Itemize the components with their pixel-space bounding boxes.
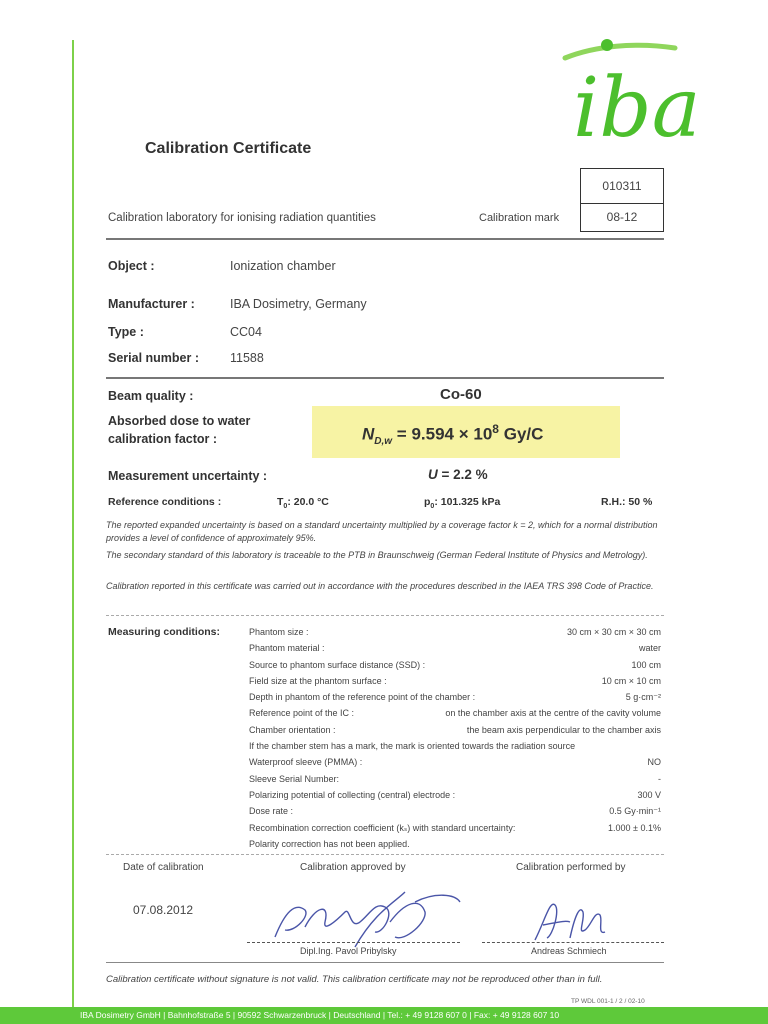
- measuring-row: [249, 725, 661, 741]
- manufacturer-label: Manufacturer :: [108, 297, 195, 311]
- logo-text: iba: [573, 61, 701, 148]
- ndw-exponent: 8: [492, 422, 499, 436]
- measuring-row: [249, 790, 661, 806]
- approved-label: Calibration approved by: [300, 862, 406, 873]
- measuring-key: Depth in phantom of the reference point of the chamber :: [249, 692, 476, 703]
- date-label: Date of calibration: [123, 862, 204, 873]
- measuring-value: the beam axis perpendicular to the chamber axis: [466, 724, 661, 735]
- measuring-row: [249, 692, 661, 708]
- measuring-key: Field size at the phantom surface :: [249, 675, 387, 686]
- pressure-value: : 101.325 kPa: [434, 496, 501, 508]
- measuring-row: [249, 757, 661, 773]
- beam-quality-label: Beam quality :: [108, 389, 194, 403]
- divider: [106, 238, 664, 240]
- measuring-value: 0.5 Gy·min⁻¹: [609, 806, 661, 817]
- uncertainty-number: = 2.2 %: [441, 467, 488, 482]
- measuring-key: Source to phantom surface distance (SSD) :: [249, 659, 426, 670]
- reference-rh: R.H.: 50 %: [601, 496, 653, 508]
- serial-value: 11588: [230, 351, 264, 365]
- calibration-factor-label-2: calibration factor :: [108, 432, 218, 446]
- measuring-key: Chamber orientation :: [249, 724, 336, 735]
- temp-sub: 0: [283, 503, 288, 511]
- object-label: Object :: [108, 259, 155, 273]
- serial-label: Serial number :: [108, 351, 199, 365]
- temp-value: : 20.0 °C: [287, 496, 329, 508]
- measuring-conditions-list: [249, 627, 661, 855]
- measuring-row: [249, 627, 661, 643]
- measuring-row: [249, 823, 661, 839]
- type-label: Type :: [108, 325, 144, 339]
- reference-pressure: [424, 496, 500, 510]
- beam-quality-value: Co-60: [440, 386, 482, 403]
- measuring-key: Polarizing potential of collecting (central) electrode :: [249, 789, 456, 800]
- measuring-row: [249, 643, 661, 659]
- pressure-sub: 0: [430, 503, 435, 511]
- measuring-key: Reference point of the IC :: [249, 708, 355, 719]
- measuring-row: [249, 839, 661, 855]
- document-reference: TP WDL 001-1 / 2 / 02-10: [571, 998, 645, 1005]
- reference-label: Reference conditions :: [108, 496, 222, 508]
- measuring-value: 5 g·cm⁻²: [625, 692, 661, 703]
- ndw-mantissa: 9.594 × 10: [411, 424, 493, 444]
- calibration-factor-value: [362, 422, 543, 447]
- ndw-symbol: N: [362, 424, 375, 444]
- pressure-symbol: p: [424, 496, 431, 508]
- measuring-key: If the chamber stem has a mark, the mark is oriented towards the radiation source: [249, 741, 576, 752]
- note-uncertainty: The reported expanded uncertainty is based on a standard uncertainty multiplied by a coverage factor k = 2, which for a normal distribution provides a level of confidence of approximately 95%.: [106, 520, 658, 543]
- divider: [106, 615, 664, 616]
- measuring-key: Waterproof sleeve (PMMA) :: [249, 757, 363, 768]
- ndw-equals: =: [396, 424, 407, 444]
- measuring-key: Polarity correction has not been applied.: [249, 838, 410, 849]
- measuring-row: [249, 741, 661, 757]
- uncertainty-symbol: U: [428, 467, 438, 482]
- left-accent-line: [72, 40, 74, 1015]
- note-traceability: The secondary standard of this laboratory is traceable to the PTB in Braunschweig (German Federal Institute of Physics and Metrology).: [106, 550, 648, 560]
- measuring-row: [249, 708, 661, 724]
- measuring-label: Measuring conditions:: [108, 626, 221, 638]
- performed-signature: [525, 890, 615, 950]
- type-value: CC04: [230, 325, 262, 339]
- measuring-key: Recombination correction coefficient (kₛ) with standard uncertainty:: [249, 822, 516, 833]
- measuring-value: 10 cm × 10 cm: [601, 675, 661, 686]
- performed-label: Calibration performed by: [516, 862, 626, 873]
- measuring-row: [249, 806, 661, 822]
- disclaimer: Calibration certificate without signature is not valid. This calibration certificate may not be reproduced other than in full.: [106, 974, 603, 985]
- measuring-value: NO: [647, 757, 661, 768]
- measuring-key: Phantom size :: [249, 627, 309, 637]
- calibration-mark-label: Calibration mark: [479, 212, 560, 224]
- uncertainty-label: Measurement uncertainty :: [108, 469, 268, 483]
- measuring-row: [249, 676, 661, 692]
- calibration-mark-date: 08-12: [580, 203, 664, 232]
- iba-logo: [555, 38, 725, 148]
- measuring-row: [249, 774, 661, 790]
- divider: [106, 962, 664, 963]
- measuring-row: [249, 660, 661, 676]
- performed-name: Andreas Schmiech: [531, 946, 607, 956]
- measuring-value: on the chamber axis at the centre of the cavity volume: [445, 708, 661, 719]
- object-value: Ionization chamber: [230, 259, 336, 273]
- note-procedure: Calibration reported in this certificate was carried out in accordance with the procedures described in the IAEA TRS 398 Code of Practice.: [106, 581, 654, 591]
- measuring-value: 1.000 ± 0.1%: [608, 822, 661, 833]
- laboratory-text: Calibration laboratory for ionising radiation quantities: [108, 212, 376, 224]
- uncertainty-value: [428, 467, 488, 482]
- footer-address: IBA Dosimetry GmbH | Bahnhofstraße 5 | 90592 Schwarzenbruck | Deutschland | Tel.: + 49 9128 607 0 | Fax: + 49 9128 607 10: [80, 1010, 560, 1020]
- performed-signature-line: [482, 942, 664, 943]
- measuring-value: 100 cm: [631, 659, 661, 670]
- temp-symbol: T: [277, 496, 284, 508]
- measuring-value: 30 cm × 30 cm × 30 cm: [566, 627, 661, 637]
- measuring-key: Sleeve Serial Number:: [249, 773, 340, 784]
- measuring-value: -: [658, 773, 661, 784]
- measuring-value: 300 V: [637, 789, 661, 800]
- measuring-key: Dose rate :: [249, 806, 294, 817]
- ndw-unit: Gy/C: [503, 424, 544, 444]
- divider: [106, 377, 664, 379]
- reference-temperature: [277, 496, 329, 510]
- divider: [106, 854, 664, 855]
- approved-name: Dipl.Ing. Pavol Pribylsky: [300, 946, 397, 956]
- approved-signature-line: [247, 942, 460, 943]
- measuring-value: water: [638, 643, 661, 654]
- manufacturer-value: IBA Dosimetry, Germany: [230, 297, 367, 311]
- ndw-subscript: D,w: [374, 436, 393, 448]
- calibration-factor-label-1: Absorbed dose to water: [108, 414, 251, 428]
- calibration-mark-number: 010311: [580, 168, 664, 204]
- measuring-key: Phantom material :: [249, 643, 325, 654]
- page-title: Calibration Certificate: [145, 140, 312, 157]
- date-value: 07.08.2012: [133, 903, 194, 917]
